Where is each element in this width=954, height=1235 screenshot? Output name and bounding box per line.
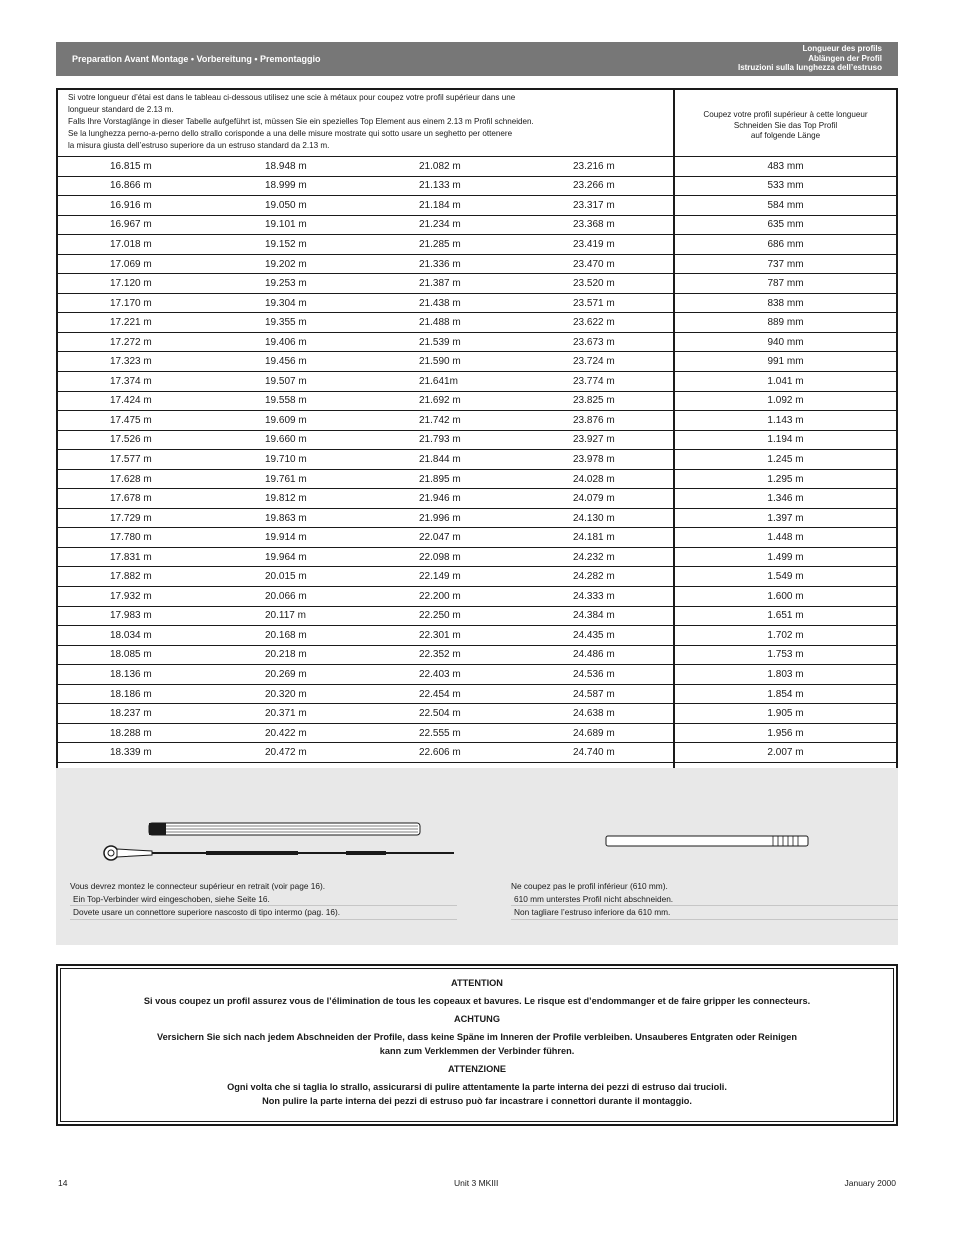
stay-length-cell: 19.202 m	[265, 258, 307, 270]
cut-length-cell: 1.600 m	[767, 590, 804, 602]
stay-length-cell: 22.250 m	[419, 610, 461, 622]
table-body	[58, 157, 896, 801]
stay-length-cell: 21.793 m	[419, 434, 461, 446]
stay-length-cell: 23.876 m	[520, 411, 675, 430]
stay-length-cell: 21.742 m	[419, 414, 461, 426]
note-line: Ein Top-Verbinder wird eingeschoben, siehe Seite 16.	[70, 893, 457, 907]
stay-length-cell: 18.948 m	[265, 160, 307, 172]
warning-text-de: Versichern Sie sich nach jedem Abschneiden der Profile, dass keine Späne im Inneren der Profile verbleiben. Unsauberes Entgraten oder Reinigen	[157, 1032, 797, 1042]
illustration-panel	[56, 768, 898, 945]
stay-length-cell: 23.419 m	[520, 235, 675, 254]
model-name: Unit 3 MKIII	[454, 1178, 499, 1188]
stay-length-cell: 20.472 m	[265, 747, 307, 759]
stay-length-cell: 24.384 m	[520, 607, 675, 626]
table-row	[58, 274, 896, 294]
stay-length-cell: 24.028 m	[520, 470, 675, 489]
stay-length-cell: 22.606 m	[419, 747, 461, 759]
stay-length-cell: 20.117 m	[265, 610, 306, 622]
stay-length-cell: 24.536 m	[520, 665, 675, 684]
stay-length-cell: 18.339 m	[110, 747, 152, 759]
table-row	[58, 470, 896, 490]
stay-length-cell: 16.916 m	[110, 199, 152, 211]
subtitle-line: Istruzioni sulla lunghezza dell’estruso	[737, 63, 882, 72]
subtitle-line: Ablängen der Profil	[808, 53, 882, 63]
stay-length-cell: 22.403 m	[419, 668, 461, 680]
stay-length-cell: 24.689 m	[520, 724, 675, 743]
stay-length-cell: 23.622 m	[520, 313, 675, 332]
cut-length-cell: 1.194 m	[767, 434, 804, 446]
stay-length-cell: 19.152 m	[265, 238, 307, 250]
stay-length-cell: 20.015 m	[265, 571, 307, 583]
stay-length-cell: 22.504 m	[419, 708, 461, 720]
stay-length-cell: 19.558 m	[265, 395, 307, 407]
stay-length-cell: 19.609 m	[265, 414, 307, 426]
table-row	[58, 567, 896, 587]
stay-length-cell: 21.895 m	[419, 473, 461, 485]
stay-length-cell: 21.082 m	[419, 160, 461, 172]
table-header	[58, 90, 896, 157]
cut-header-line: auf folgende Länge	[750, 131, 821, 141]
cut-length-cell: 838 mm	[767, 297, 804, 309]
stay-length-cell: 17.069 m	[110, 258, 152, 270]
stay-length-cell: 22.200 m	[419, 590, 461, 602]
table-row	[58, 333, 896, 353]
top-profile-illustration	[149, 823, 420, 835]
cut-length-cell: 1.143 m	[767, 414, 804, 426]
cut-length-cell: 1.092 m	[767, 395, 804, 407]
stay-length-cell: 23.571 m	[520, 294, 675, 313]
intro-line: Se la lunghezza perno-a-perno dello strallo corisponde a una delle misure mostrate qui sotto usare un seghetto per ottenere	[68, 129, 513, 138]
stay-length-cell: 24.333 m	[520, 587, 675, 606]
stay-length-cell: 23.774 m	[520, 372, 675, 391]
warning-text-it: Ogni volta che si taglia lo strallo, assicurarsi di pulire attentamente la parte interna dei pezzi di estruso dai trucioli.	[227, 1082, 727, 1092]
table-row	[58, 743, 896, 763]
warning-text-de: kann zum Verklemmen der Verbinder führen.	[379, 1046, 575, 1056]
stay-length-cell: 22.149 m	[419, 571, 461, 583]
stay-length-cell: 23.673 m	[520, 333, 675, 352]
stay-length-cell: 21.387 m	[419, 278, 461, 290]
warning-box	[56, 964, 898, 1126]
table-row	[58, 216, 896, 236]
stay-length-cell: 22.454 m	[419, 688, 461, 700]
page-header	[56, 42, 898, 76]
table-row	[58, 509, 896, 529]
stay-length-cell: 24.587 m	[520, 685, 675, 704]
stay-length-cell: 24.486 m	[520, 646, 675, 665]
table-row	[58, 587, 896, 607]
stay-length-cell: 23.317 m	[520, 196, 675, 215]
table-row	[58, 431, 896, 451]
note-line: Vous devrez montez le connecteur supérieur en retrait (voir page 16).	[70, 881, 326, 891]
cut-length-header	[675, 90, 896, 156]
stay-length-cell: 23.368 m	[520, 216, 675, 235]
note-line: Non tagliare l’estruso inferiore da 610 mm.	[511, 906, 898, 920]
stay-length-cell: 17.526 m	[110, 434, 152, 446]
stay-length-cell: 17.678 m	[110, 493, 152, 505]
stay-length-cell: 21.438 m	[419, 297, 461, 309]
stay-length-cell: 17.729 m	[110, 512, 152, 524]
table-row	[58, 157, 896, 177]
stay-length-cell: 23.724 m	[520, 352, 675, 371]
stay-length-cell: 21.996 m	[419, 512, 461, 524]
cut-length-cell: 1.702 m	[767, 629, 804, 641]
cut-header-line: Coupez votre profil supérieur à cette longueur	[703, 110, 868, 120]
bottom-profile-note	[511, 880, 898, 920]
connector-illustration	[104, 846, 454, 860]
stay-length-cell: 21.133 m	[419, 180, 461, 192]
stay-length-cell: 17.374 m	[110, 375, 152, 387]
warning-text-it: Non pulire la parte interna dei pezzi di estruso può far incastrare i connettori durante il montaggio.	[262, 1096, 692, 1106]
stay-length-cell: 24.740 m	[520, 743, 675, 762]
stay-length-cell: 21.844 m	[419, 453, 461, 465]
stay-length-cell: 17.882 m	[110, 571, 152, 583]
stay-length-cell: 19.761 m	[265, 473, 307, 485]
intro-line: longueur standard de 2.13 m.	[68, 105, 174, 114]
stay-length-cell: 17.120 m	[110, 278, 152, 290]
stay-length-cell: 22.555 m	[419, 727, 461, 739]
stay-length-cell: 20.269 m	[265, 668, 307, 680]
intro-line: Falls Ihre Vorstaglänge in dieser Tabelle aufgeführt ist, müssen Sie ein spezielles Top Element aus einem 2.13 m Profil schneiden.	[68, 117, 534, 126]
stay-length-cell: 21.539 m	[419, 336, 461, 348]
note-line: Ne coupez pas le profil inférieur (610 mm).	[511, 881, 668, 891]
table-row	[58, 196, 896, 216]
table-row	[58, 235, 896, 255]
stay-length-cell: 23.266 m	[520, 177, 675, 196]
stay-length-cell: 20.066 m	[265, 590, 307, 602]
stay-length-cell: 19.863 m	[265, 512, 307, 524]
cut-length-cell: 1.346 m	[767, 493, 804, 505]
note-line: Dovete usare un connettore superiore nascosto di tipo intermo (pag. 16).	[70, 906, 457, 920]
cut-length-cell: 483 mm	[767, 160, 804, 172]
cut-length-cell: 1.549 m	[767, 571, 804, 583]
stay-length-cell: 23.825 m	[520, 392, 675, 411]
stay-length-cell: 24.181 m	[520, 528, 675, 547]
cut-length-cell: 533 mm	[767, 180, 804, 192]
stay-length-cell: 17.831 m	[110, 551, 152, 563]
stay-length-cell: 23.520 m	[520, 274, 675, 293]
stay-length-cell: 21.285 m	[419, 238, 461, 250]
stay-length-cell: 17.983 m	[110, 610, 152, 622]
stay-length-cell: 18.999 m	[265, 180, 307, 192]
stay-length-cell: 19.914 m	[265, 532, 307, 544]
stay-length-cell: 24.638 m	[520, 704, 675, 723]
table-row	[58, 626, 896, 646]
warning-text-fr: Si vous coupez un profil assurez vous de l’élimination de tous les copeaux et bavures. Le risque est d’endommanger et de faire gripper les connecteurs.	[143, 996, 811, 1006]
stay-length-cell: 21.336 m	[419, 258, 461, 270]
note-line: 610 mm unterstes Profil nicht abschneiden.	[511, 893, 898, 907]
stay-length-cell: 20.422 m	[265, 727, 307, 739]
table-row	[58, 724, 896, 744]
stay-length-cell: 21.641m	[419, 375, 458, 387]
stay-length-cell: 24.130 m	[520, 509, 675, 528]
stay-length-cell: 20.320 m	[265, 688, 307, 700]
stay-length-cell: 16.815 m	[110, 160, 152, 172]
table-intro	[58, 90, 675, 156]
stay-length-cell: 19.050 m	[265, 199, 307, 211]
table-row	[58, 489, 896, 509]
stay-length-cell: 16.967 m	[110, 219, 152, 231]
stay-length-cell: 22.301 m	[419, 629, 461, 641]
table-row	[58, 352, 896, 372]
stay-length-cell: 24.435 m	[520, 626, 675, 645]
warning-content	[60, 968, 894, 1122]
cut-length-cell: 1.854 m	[767, 688, 804, 700]
stay-length-cell: 24.079 m	[520, 489, 675, 508]
stay-length-cell: 18.186 m	[110, 688, 152, 700]
stay-length-cell: 21.590 m	[419, 356, 461, 368]
stay-length-cell: 23.978 m	[520, 450, 675, 469]
section-subtitle	[738, 44, 882, 73]
stay-length-cell: 17.628 m	[110, 473, 152, 485]
table-row	[58, 411, 896, 431]
stay-length-cell: 19.964 m	[265, 551, 307, 563]
stay-length-cell: 19.406 m	[265, 336, 307, 348]
stay-length-cell: 17.221 m	[110, 317, 152, 329]
stay-length-cell: 18.034 m	[110, 629, 152, 641]
cut-length-cell: 1.905 m	[767, 708, 804, 720]
stay-length-cell: 21.234 m	[419, 219, 461, 231]
intro-line: la misura giusta dell’estruso superiore da un estruso standard da 2.13 m.	[68, 141, 330, 150]
stay-length-cell: 21.692 m	[419, 395, 461, 407]
stay-length-cell: 17.577 m	[110, 453, 152, 465]
cut-length-cell: 787 mm	[767, 278, 804, 290]
stay-length-cell: 18.237 m	[110, 708, 152, 720]
cut-length-cell: 1.499 m	[767, 551, 804, 563]
stay-length-cell: 21.488 m	[419, 317, 461, 329]
stay-length-cell: 17.475 m	[110, 414, 152, 426]
stay-length-cell: 24.232 m	[520, 548, 675, 567]
cut-length-cell: 1.803 m	[767, 668, 804, 680]
stay-length-cell: 22.047 m	[419, 532, 461, 544]
stay-length-cell: 21.946 m	[419, 493, 461, 505]
cut-length-cell: 1.041 m	[767, 375, 804, 387]
stay-length-cell: 22.352 m	[419, 649, 461, 661]
table-row	[58, 294, 896, 314]
table-row	[58, 685, 896, 705]
table-row	[58, 528, 896, 548]
stay-length-cell: 22.098 m	[419, 551, 461, 563]
cut-length-cell: 2.007 m	[767, 747, 804, 759]
table-row	[58, 392, 896, 412]
stay-length-cell: 18.085 m	[110, 649, 152, 661]
stay-length-cell: 19.101 m	[265, 219, 307, 231]
intro-line: Si votre longueur d’étai est dans le tableau ci-dessous utilisez une scie à métaux pour coupez votre profil supérieur dans une	[68, 93, 516, 102]
warning-title-fr: ATTENTION	[451, 978, 503, 988]
cut-length-cell: 991 mm	[767, 356, 804, 368]
cut-length-cell: 1.245 m	[767, 453, 804, 465]
stay-length-cell: 19.507 m	[265, 375, 307, 387]
cut-length-cell: 1.753 m	[767, 649, 804, 661]
table-row	[58, 177, 896, 197]
stay-length-cell: 23.216 m	[520, 157, 675, 176]
stay-length-cell: 24.282 m	[520, 567, 675, 586]
stay-length-cell: 19.355 m	[265, 317, 307, 329]
stay-length-cell: 19.812 m	[265, 493, 307, 505]
stay-length-cell: 18.136 m	[110, 668, 152, 680]
cut-length-cell: 940 mm	[767, 336, 804, 348]
warning-title-it: ATTENZIONE	[447, 1064, 506, 1074]
cut-length-cell: 737 mm	[767, 258, 804, 270]
stay-length-cell: 17.323 m	[110, 356, 152, 368]
stay-length-cell: 19.660 m	[265, 434, 307, 446]
table-row	[58, 665, 896, 685]
stay-length-cell: 17.272 m	[110, 336, 152, 348]
stay-length-cell: 17.932 m	[110, 590, 152, 602]
cut-length-cell: 1.448 m	[767, 532, 804, 544]
table-row	[58, 313, 896, 333]
cut-length-cell: 635 mm	[767, 219, 804, 231]
cut-length-cell: 1.651 m	[767, 610, 804, 622]
stay-length-cell: 18.288 m	[110, 727, 152, 739]
cut-length-cell: 686 mm	[767, 238, 804, 250]
cut-length-cell: 1.295 m	[767, 473, 804, 485]
table-row	[58, 548, 896, 568]
table-row	[58, 704, 896, 724]
stay-length-cell: 17.018 m	[110, 238, 152, 250]
stay-length-cell: 21.184 m	[419, 199, 461, 211]
stay-length-cell: 17.424 m	[110, 395, 152, 407]
table-row	[58, 255, 896, 275]
subtitle-line: Longueur des profils	[802, 44, 882, 53]
cut-length-cell: 889 mm	[767, 317, 804, 329]
cut-header-line: Schneiden Sie das Top Profil	[733, 120, 838, 130]
page-number: 14	[58, 1178, 68, 1188]
stay-length-cell: 23.470 m	[520, 255, 675, 274]
top-connector-note	[70, 880, 457, 920]
stay-length-cell: 19.304 m	[265, 297, 307, 309]
stay-length-cell: 17.170 m	[110, 297, 152, 309]
cut-length-cell: 1.956 m	[767, 727, 804, 739]
table-row	[58, 646, 896, 666]
stay-length-cell: 20.168 m	[265, 629, 307, 641]
section-title: Preparation Avant Montage • Vorbereitung • Premontaggio	[72, 54, 321, 64]
stay-length-cell: 17.780 m	[110, 532, 152, 544]
stay-length-cell: 19.710 m	[265, 453, 307, 465]
cut-length-cell: 584 mm	[767, 199, 804, 211]
stay-length-cell: 19.253 m	[265, 278, 307, 290]
table-row	[58, 607, 896, 627]
stay-length-cell: 16.866 m	[110, 180, 152, 192]
table-row	[58, 450, 896, 470]
warning-title-de: ACHTUNG	[454, 1014, 500, 1024]
stay-length-cell: 19.456 m	[265, 356, 307, 368]
bottom-profile-illustration	[606, 836, 808, 846]
length-table	[56, 88, 898, 803]
stay-length-cell: 23.927 m	[520, 431, 675, 450]
cut-length-cell: 1.397 m	[767, 512, 804, 524]
table-row	[58, 372, 896, 392]
document-date: January 2000	[844, 1178, 896, 1188]
stay-length-cell: 20.218 m	[265, 649, 307, 661]
stay-length-cell: 20.371 m	[265, 708, 307, 720]
